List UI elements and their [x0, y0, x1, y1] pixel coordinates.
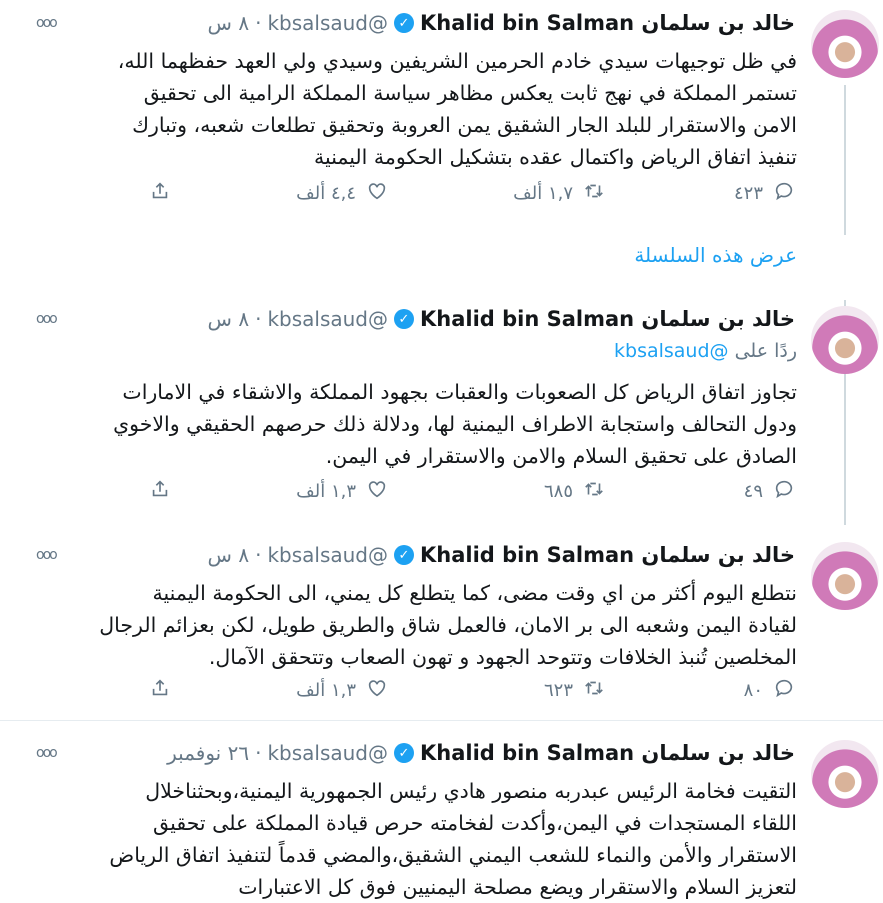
- tweet-text-line: في ظل توجيهات سيدي خادم الحرمين الشريفين وسيدي ولي العهد حفظهما الله،: [117, 49, 797, 73]
- tweet-header: [20, 738, 795, 768]
- like-count: ١,٣ ألف: [296, 481, 356, 502]
- tweet-text-line: تجاوز اتفاق الرياض كل الصعوبات والعقبات بجهود المملكة والاشقاء في الامارات: [122, 380, 797, 404]
- separator-dot: ·: [255, 741, 262, 765]
- more-options-icon[interactable]: ooo: [36, 547, 56, 563]
- tweet-text-line: المخلصين تُنبذ الخلافات وتتوحد الجهود و تهون الصعاب وتتحقق الآمال.: [208, 645, 797, 669]
- share-button[interactable]: [149, 478, 171, 505]
- thread-line: [844, 85, 846, 235]
- heart-icon: [366, 478, 388, 505]
- reply-prefix: ردًا على: [734, 340, 797, 362]
- retweet-button[interactable]: [544, 677, 605, 704]
- tweet-text: [30, 45, 797, 173]
- reply-count: ٤٢٣: [733, 183, 763, 204]
- separator-dot: ·: [255, 11, 262, 35]
- author-handle[interactable]: @kbsalsaud: [267, 741, 388, 765]
- reply-button[interactable]: [744, 677, 795, 704]
- retweet-icon: [583, 677, 605, 704]
- author-name[interactable]: خالد بن سلمان Khalid bin Salman: [420, 741, 795, 765]
- like-count: ٤,٤ ألف: [296, 183, 356, 204]
- tweet-text: [30, 376, 797, 472]
- author-handle[interactable]: @kbsalsaud: [267, 543, 388, 567]
- like-button[interactable]: [296, 677, 388, 704]
- reply-button[interactable]: [744, 478, 795, 505]
- share-icon: [149, 478, 171, 505]
- tweet-time[interactable]: ٢٦ نوفمبر: [167, 741, 250, 765]
- tweet-text-line: تنفيذ اتفاق الرياض واكتمال عقده بتشكيل الحكومة اليمنية: [314, 145, 797, 169]
- verified-badge-icon: ✓: [394, 743, 414, 763]
- show-thread-link[interactable]: عرض هذه السلسلة: [634, 243, 797, 267]
- divider: [0, 720, 883, 721]
- verified-badge-icon: ✓: [394, 545, 414, 565]
- author-handle[interactable]: @kbsalsaud: [267, 307, 388, 331]
- avatar[interactable]: [811, 740, 879, 808]
- tweet-time[interactable]: ٨ س: [207, 307, 250, 331]
- retweet-icon: [583, 180, 605, 207]
- more-options-icon[interactable]: ooo: [36, 745, 56, 761]
- like-button[interactable]: [296, 478, 388, 505]
- reply-to-link[interactable]: @kbsalsaud: [614, 340, 729, 362]
- avatar[interactable]: [811, 306, 879, 374]
- tweet-actions: [0, 677, 883, 707]
- tweet-text-line: نتطلع اليوم أكثر من اي وقت مضى، كما يتطلع كل يمني، الى الحكومة اليمنية: [152, 581, 797, 605]
- reply-icon: [773, 180, 795, 207]
- retweet-count: ٦٢٣: [543, 680, 573, 701]
- tweet-actions: [0, 478, 883, 508]
- reply-icon: [773, 478, 795, 505]
- tweet-actions: [0, 180, 883, 210]
- share-button[interactable]: [149, 180, 171, 207]
- retweet-icon: [583, 478, 605, 505]
- verified-badge-icon: ✓: [394, 13, 414, 33]
- reply-count: ٨٠: [743, 680, 763, 701]
- reply-count: ٤٩: [743, 481, 763, 502]
- tweet-text-line: الصادق على تحقيق السلام والامن والاستقرار في اليمن.: [325, 444, 797, 468]
- author-handle[interactable]: @kbsalsaud: [267, 11, 388, 35]
- tweet-time[interactable]: ٨ س: [207, 11, 250, 35]
- avatar[interactable]: [811, 10, 879, 78]
- share-button[interactable]: [149, 677, 171, 704]
- avatar[interactable]: [811, 542, 879, 610]
- retweet-count: ١,٧ ألف: [513, 183, 573, 204]
- retweet-count: ٦٨٥: [543, 481, 573, 502]
- tweet-text-line: ودول التحالف واستجابة الاطراف اليمنية لها، ودلالة ذلك حرصهم الحقيقي والاخوي: [113, 412, 797, 436]
- tweet-text-line: تستمر المملكة في نهج ثابت يعكس مظاهر سياسة المملكة الرامية الى تحقيق: [143, 81, 797, 105]
- reply-icon: [773, 677, 795, 704]
- tweet-text-line: التقيت فخامة الرئيس عبدربه منصور هادي رئيس الجمهورية اليمنية،وبحثناخلال: [145, 779, 797, 803]
- author-name[interactable]: خالد بن سلمان Khalid bin Salman: [420, 307, 795, 331]
- tweet-text-line: اللقاء المستجدات في اليمن،وأكدت لفخامته حرص قيادة المملكة على تحقيق: [153, 811, 797, 835]
- author-name[interactable]: خالد بن سلمان Khalid bin Salman: [420, 11, 795, 35]
- share-icon: [149, 180, 171, 207]
- tweet-text: [30, 775, 797, 903]
- retweet-button[interactable]: [544, 478, 605, 505]
- tweet-text-line: الامن والاستقرار للبلد الجار الشقيق يمن العروبة وتحقيق تطلعات شعبه، وتبارك: [132, 113, 797, 137]
- author-name[interactable]: خالد بن سلمان Khalid bin Salman: [420, 543, 795, 567]
- tweet-time[interactable]: ٨ س: [207, 543, 250, 567]
- tweet-header: [20, 304, 795, 334]
- tweet-text-line: الاستقرار والأمن والنماء للشعب اليمني الشقيق،والمضي قدماً لتنفيذ اتفاق الرياض: [109, 843, 797, 867]
- share-icon: [149, 677, 171, 704]
- reply-button[interactable]: [734, 180, 795, 207]
- tweet-text-line: لتعزيز السلام والاستقرار ويضع مصلحة اليمنيين فوق كل الاعتبارات: [238, 875, 797, 899]
- retweet-button[interactable]: [513, 180, 605, 207]
- reply-to: [614, 340, 797, 362]
- more-options-icon[interactable]: ooo: [36, 15, 56, 31]
- more-options-icon[interactable]: ooo: [36, 311, 56, 327]
- heart-icon: [366, 180, 388, 207]
- tweet-header: [20, 8, 795, 38]
- like-count: ١,٣ ألف: [296, 680, 356, 701]
- tweet-text-line: لقيادة اليمن وشعبه الى بر الامان، فالعمل شاق والطريق طويل، لكن بعزائم الرجال: [99, 613, 797, 637]
- like-button[interactable]: [296, 180, 388, 207]
- tweet-text: [30, 577, 797, 673]
- separator-dot: ·: [255, 543, 262, 567]
- heart-icon: [366, 677, 388, 704]
- separator-dot: ·: [255, 307, 262, 331]
- tweet-header: [20, 540, 795, 570]
- verified-badge-icon: ✓: [394, 309, 414, 329]
